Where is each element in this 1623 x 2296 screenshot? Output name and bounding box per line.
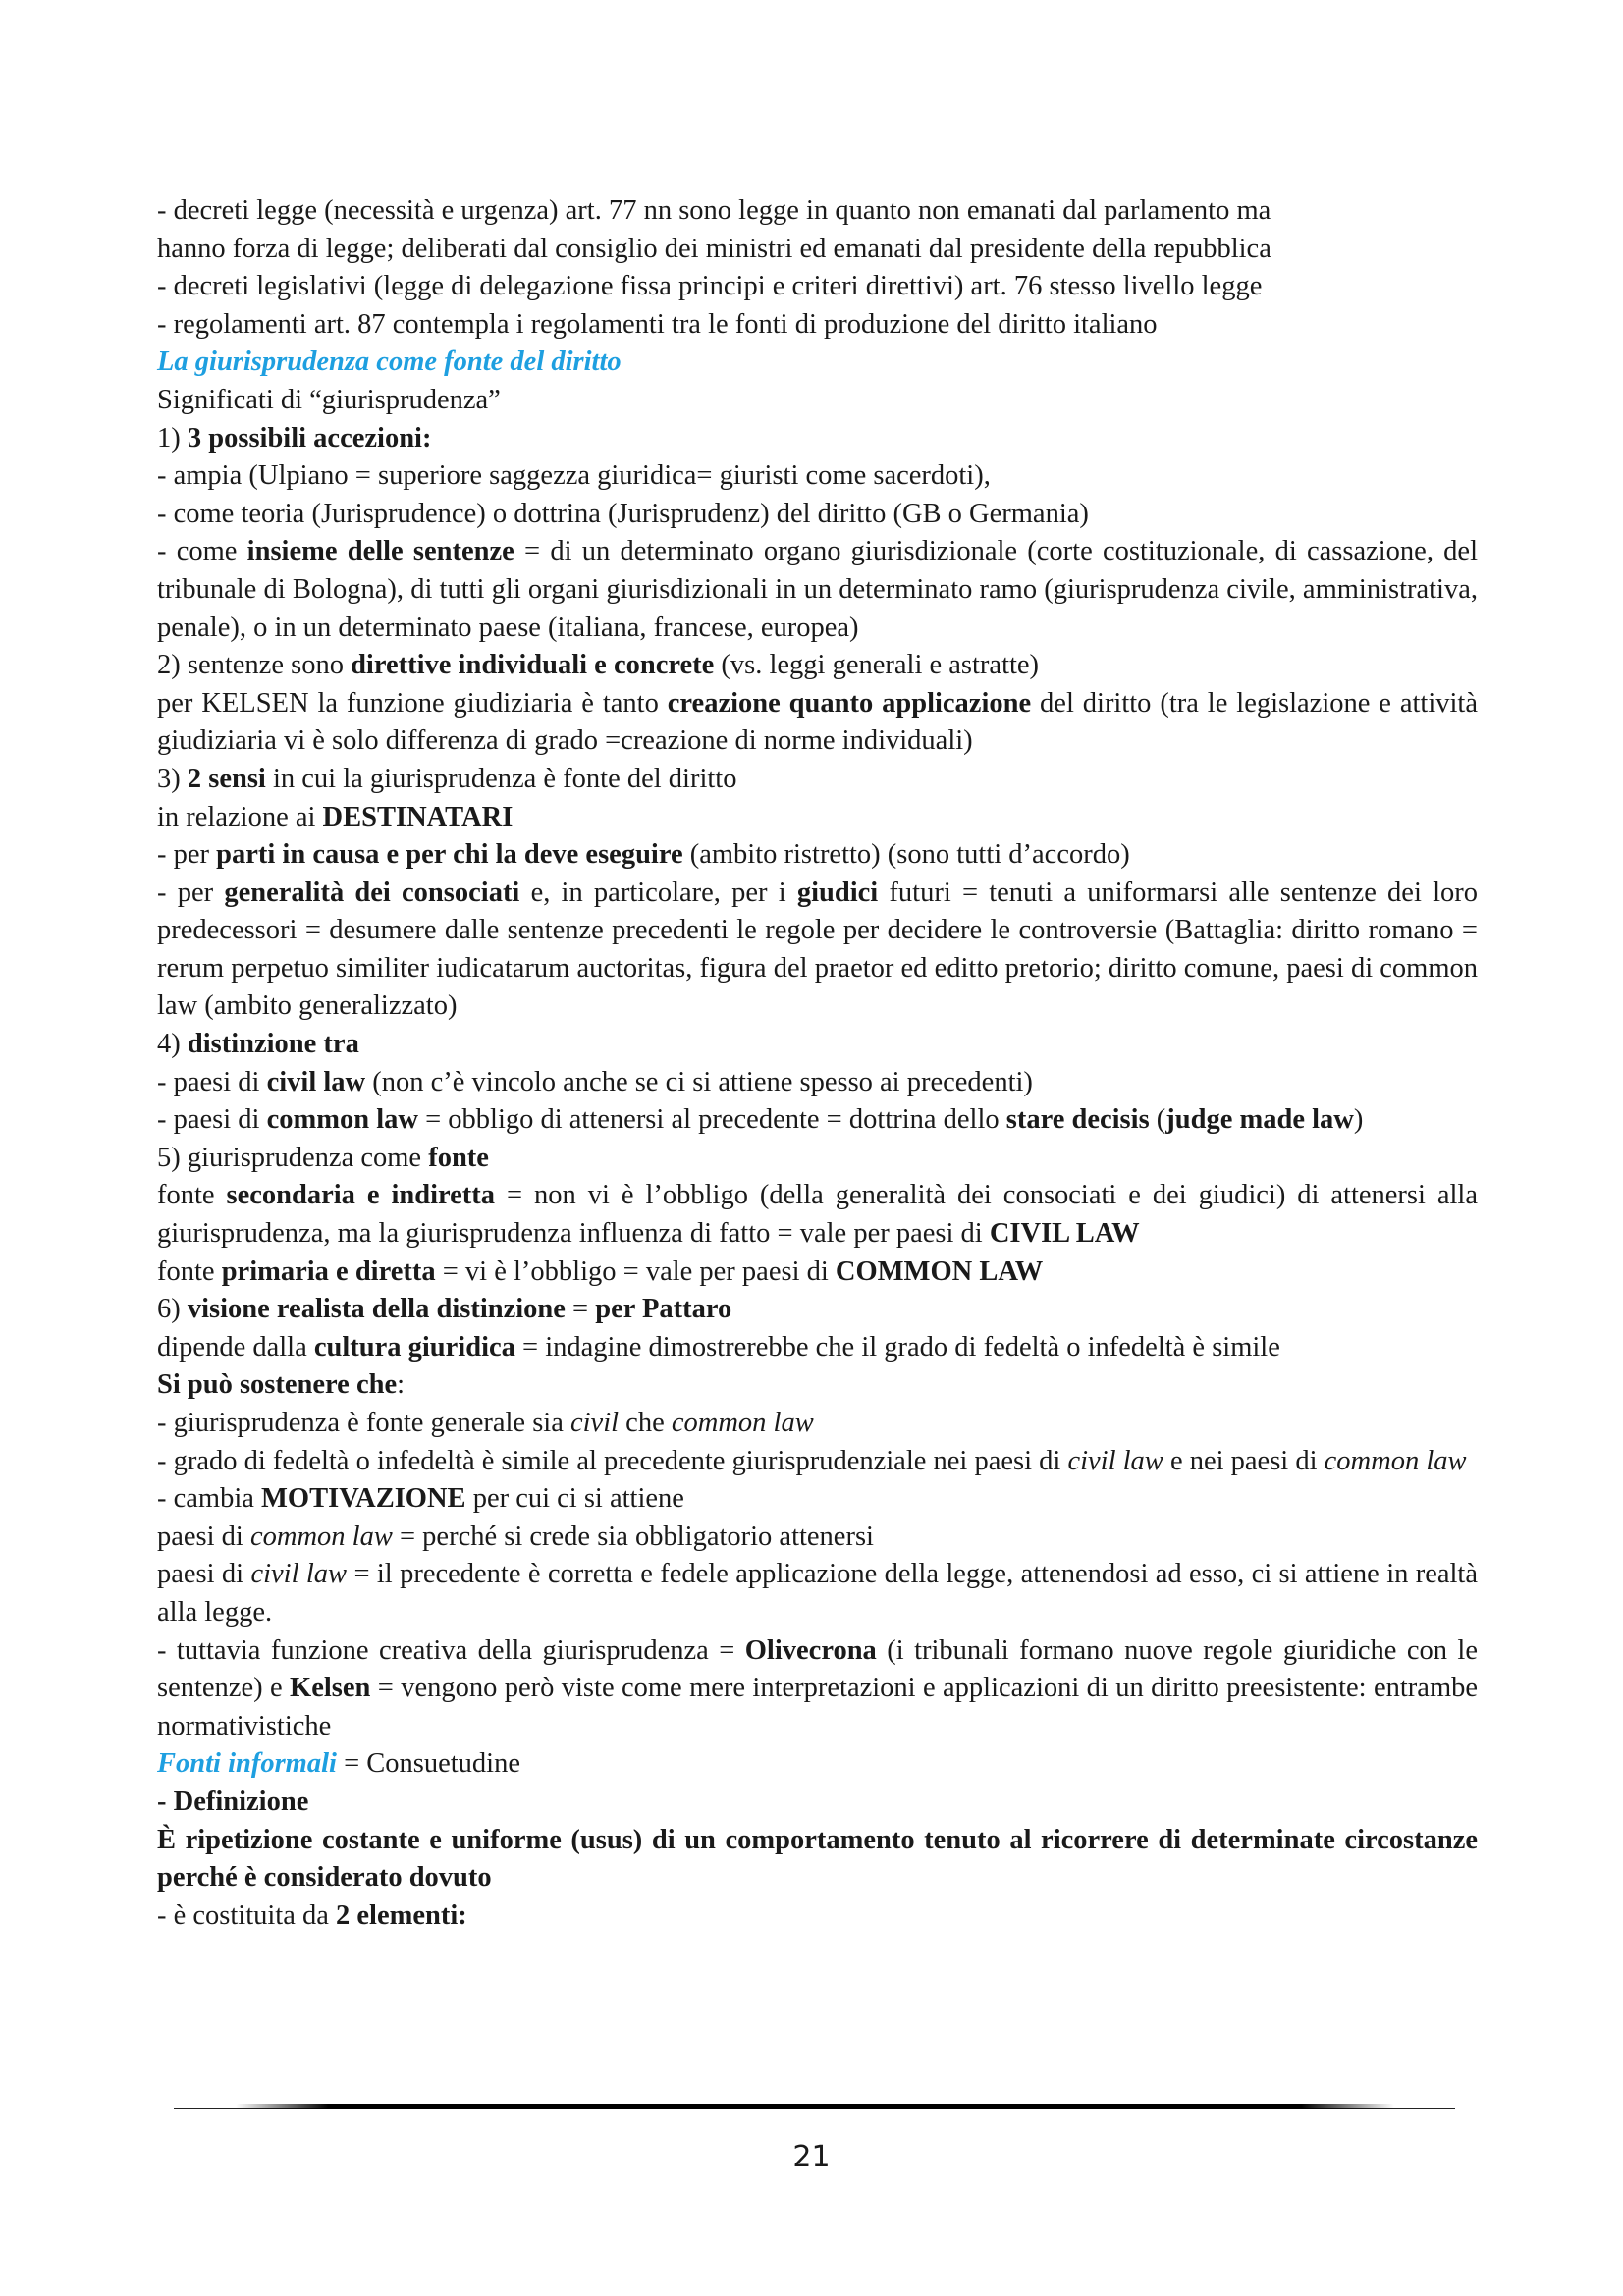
text-line: 1) 3 possibili accezioni:	[157, 422, 432, 454]
document-body	[157, 192, 1478, 1935]
paragraph: paesi di civil law = il precedente è corretta e fedele applicazione della legge, attenendosi ad esso, ci si attiene in realtà alla legge.	[157, 1559, 1479, 1628]
text-line: - come teoria (Jurisprudence) o dottrina (Jurisprudenz) del diritto (GB o Germania)	[157, 498, 1089, 529]
section-heading: La giurisprudenza come fonte del diritto	[157, 347, 622, 378]
paragraph: - grado di fedeltà o infedeltà è simile al precedente giurisprudenziale nei paesi di civil law e nei paesi di common law	[157, 1445, 1467, 1476]
text-line: fonte primaria e diretta = vi è l’obbligo = vale per paesi di COMMON LAW	[157, 1255, 1044, 1287]
text-line: - giurisprudenza è fonte generale sia civil che common law	[157, 1408, 814, 1438]
page-number: 21	[792, 2140, 831, 2174]
text-line: paesi di common law = perché si crede sia obbligatorio attenersi	[157, 1521, 874, 1552]
section-heading: Fonti informali	[157, 1748, 337, 1780]
text-line: 3) 2 sensi in cui la giurisprudenza è fonte del diritto	[157, 763, 737, 794]
text-line: - è costituita da 2 elementi:	[157, 1899, 467, 1931]
text-line: hanno forza di legge; deliberati dal consiglio dei ministri ed emanati dal presidente della repubblica	[157, 233, 1271, 264]
paragraph: fonte secondaria e indiretta = non vi è l’obbligo (della generalità dei consociati e dei giudici) di attenersi alla giurisprudenza, ma la giurisprudenza influenza di fatto = vale per paesi di CIVIL LAW	[157, 1180, 1479, 1250]
text-line: 2) sentenze sono direttive individuali e concrete (vs. leggi generali e astratte)	[157, 650, 1040, 681]
paragraph: - per generalità dei consociati e, in particolare, per i giudici futuri = tenuti a uniformarsi alle sentenze dei loro predecessori = desumere dalle sentenze precedenti le regole per decidere le controversie (Battaglia: diritto romano = rerum perpetuo similiter iudicatarum auctoritas, figura del praetor ed editto pretorio; diritto comune, paesi di common law (ambito generalizzato)	[157, 877, 1478, 1022]
text-line: dipende dalla cultura giuridica = indagine dimostrerebbe che il grado di fedeltà o infedeltà è simile	[157, 1331, 1280, 1362]
text-line: in relazione ai DESTINATARI	[157, 801, 514, 832]
text-line: Significati di “giurisprudenza”	[157, 384, 501, 415]
footer-rule-accent	[236, 2104, 1394, 2109]
text-line: - per parti in causa e per chi la deve eseguire (ambito ristretto) (sono tutti d’accordo)	[157, 839, 1130, 871]
paragraph: È ripetizione costante e uniforme (usus) di un comportamento tenuto al ricorrere di determinate circostanze perché è considerato dovuto	[157, 1824, 1478, 1894]
paragraph: - paesi di common law = obbligo di attenersi al precedente = dottrina dello stare decisis (judge made law)	[157, 1104, 1364, 1136]
text-line: - Definizione	[157, 1786, 309, 1817]
text-line: 4) distinzione tra	[157, 1029, 359, 1060]
text-line: - decreti legge (necessità e urgenza) art. 77 nn sono legge in quanto non emanati dal parlamento ma	[157, 195, 1271, 226]
paragraph: per KELSEN la funzione giudiziaria è tanto creazione quanto applicazione del diritto (tra le legislazione e attività giudiziaria vi è solo differenza di grado =creazione di norme individuali)	[157, 687, 1478, 757]
text-line: - cambia MOTIVAZIONE per cui ci si attiene	[157, 1483, 684, 1515]
paragraph: - tuttavia funzione creativa della giurisprudenza = Olivecrona (i tribunali formano nuove regole giuridiche con le sentenze) e Kelsen = vengono però viste come mere interpretazioni e applicazioni di un diritto preesistente: entrambe normativistiche	[157, 1634, 1479, 1741]
paragraph: - come insieme delle sentenze = di un determinato organo giurisdizionale (corte costituzionale, di cassazione, del tribunale di Bologna), di tutti gli organi giurisdizionali in un determinato ramo (giurisprudenza civile, amministrativa, penale), o in un determinato paese (italiana, francese, europea)	[157, 536, 1479, 643]
text-line: - paesi di civil law (non c’è vincolo anche se ci si attiene spesso ai precedenti)	[157, 1066, 1033, 1097]
text-line: - ampia (Ulpiano = superiore saggezza giuridica= giuristi come sacerdoti),	[157, 460, 991, 492]
text-line: 6) visione realista della distinzione = per Pattaro	[157, 1294, 732, 1325]
text-line: Fonti informali = Consuetudine	[157, 1748, 520, 1780]
text-line: - regolamenti art. 87 contempla i regolamenti tra le fonti di produzione del diritto italiano	[157, 308, 1158, 340]
text-line: 5) giurisprudenza come fonte	[157, 1142, 489, 1173]
text-line: - decreti legislativi (legge di delegazione fissa principi e criteri direttivi) art. 76 stesso livello legge	[157, 271, 1263, 302]
text-line: Si può sostenere che:	[157, 1369, 406, 1401]
